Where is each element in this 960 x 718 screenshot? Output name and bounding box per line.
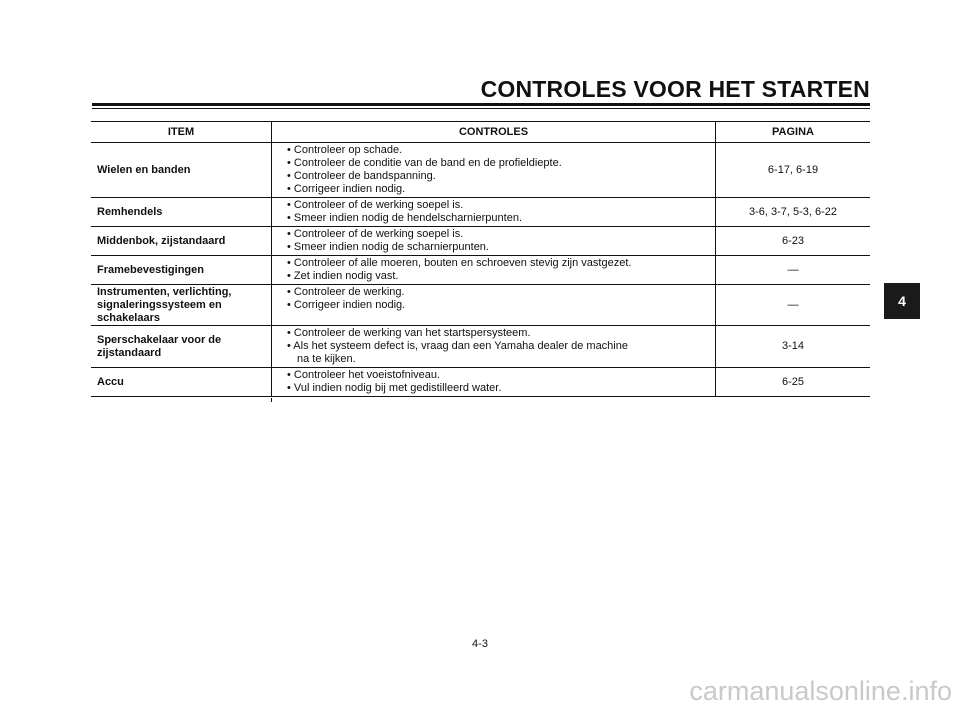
- page-cell: 3-6, 3-7, 5-3, 6-22: [715, 198, 870, 226]
- control-line: • Als het systeem defect is, vraag dan een Yamaha dealer de machine: [287, 340, 628, 352]
- control-line: • Controleer de bandspanning.: [287, 170, 436, 182]
- page-cell: 3-14: [715, 326, 870, 367]
- control-line: • Controleer op schade.: [287, 144, 403, 156]
- item-cell: [91, 326, 271, 367]
- column-header-item: ITEM: [167, 126, 195, 138]
- page-cell: 6-17, 6-19: [715, 143, 870, 197]
- control-line: • Controleer of alle moeren, bouten en schroeven stevig zijn vastgezet.: [287, 257, 632, 269]
- item-cell: [91, 198, 271, 226]
- item-cell: [91, 143, 271, 197]
- control-line: • Controleer het voeistofniveau.: [287, 369, 441, 381]
- control-line: • Controleer de werking van het startspersysteem.: [287, 327, 531, 339]
- control-line: • Corrigeer indien nodig.: [287, 183, 406, 195]
- controls-cell: [271, 227, 715, 255]
- controls-cell: [271, 143, 715, 197]
- page-cell: —: [715, 256, 870, 284]
- control-line: • Corrigeer indien nodig.: [287, 299, 406, 311]
- page-cell: 6-25: [715, 368, 870, 396]
- control-line: • Zet indien nodig vast.: [287, 270, 399, 282]
- column-header-page: PAGINA: [715, 122, 870, 142]
- control-line-continuation: na te kijken.: [297, 353, 356, 365]
- table-row: [91, 197, 870, 226]
- item-label: Middenbok, zijstandaard: [97, 234, 226, 247]
- item-label: Sperschakelaar voor de: [97, 333, 222, 346]
- control-line: • Controleer de conditie van de band en de profieldiepte.: [287, 157, 562, 169]
- title-rule-thin: [92, 108, 870, 109]
- checklist-table: [91, 121, 870, 397]
- watermark: carmanualsonline.info: [689, 676, 952, 706]
- table-row: [91, 255, 870, 284]
- table-row: [91, 226, 870, 255]
- table-header-row: [91, 122, 870, 142]
- chapter-tab: 4: [884, 283, 920, 319]
- table-row: [91, 367, 870, 396]
- item-label: Instrumenten, verlichting,: [97, 286, 232, 298]
- controls-cell: [271, 326, 715, 367]
- controls-cell: [271, 198, 715, 226]
- item-label: Framebevestigingen: [97, 263, 204, 276]
- item-label: Accu: [97, 375, 124, 388]
- table-row: [91, 325, 870, 367]
- control-line: • Controleer de werking.: [287, 286, 405, 298]
- item-label: Remhendels: [97, 205, 163, 218]
- control-line: • Smeer indien nodig de hendelscharnierpunten.: [287, 212, 523, 224]
- item-cell: [91, 256, 271, 284]
- item-label: Wielen en banden: [97, 163, 191, 176]
- item-label: zijstandaard: [97, 346, 162, 359]
- item-label: signaleringssysteem en: [97, 299, 222, 311]
- controls-cell: [271, 256, 715, 284]
- control-line: • Vul indien nodig bij met gedistilleerd water.: [287, 382, 502, 394]
- page-cell: 6-23: [715, 227, 870, 255]
- page-number: 4-3: [472, 638, 488, 650]
- control-line: • Controleer of de werking soepel is.: [287, 228, 464, 240]
- page-title: CONTROLES VOOR HET STARTEN: [480, 76, 870, 102]
- item-cell: [91, 285, 271, 325]
- item-cell: [91, 227, 271, 255]
- item-label: schakelaars: [97, 312, 160, 324]
- table-row: [91, 142, 870, 197]
- page-cell: —: [715, 285, 870, 325]
- column-divider-stub: [271, 398, 272, 402]
- title-rule-thick: [92, 103, 870, 106]
- control-line: • Smeer indien nodig de scharnierpunten.: [287, 241, 489, 253]
- controls-cell: [271, 368, 715, 396]
- item-cell: [91, 368, 271, 396]
- column-header-controls: CONTROLES: [271, 122, 715, 142]
- controls-cell: [271, 285, 715, 325]
- table-row: [91, 284, 870, 325]
- control-line: • Controleer of de werking soepel is.: [287, 199, 464, 211]
